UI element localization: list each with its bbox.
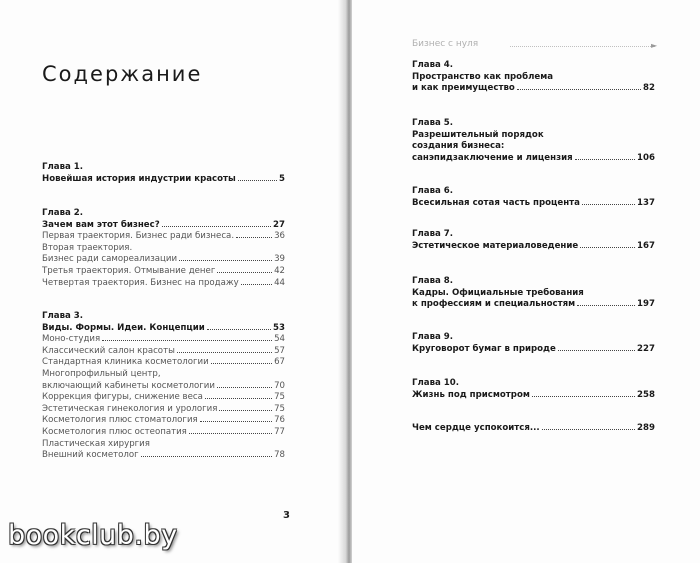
toc-entry[interactable]: Косметология плюс стоматология 76: [42, 415, 285, 426]
toc-entry[interactable]: Всесильная сотая часть процента 137: [412, 197, 655, 208]
toc-chapter-6: [412, 186, 655, 209]
chapter-number: Глава 1.: [42, 162, 84, 172]
toc-entry[interactable]: Эстетическая гинекология и урология 75: [42, 403, 285, 414]
chapter-number: Глава 7.: [412, 229, 454, 239]
toc-entry[interactable]: санэпидзаключение и лицензия 106: [412, 152, 655, 163]
toc-entry[interactable]: Новейшая история индустрии красоты 5: [42, 173, 285, 184]
running-head: Бизнес с нуля: [412, 39, 479, 49]
chapter-number: Глава 6.: [412, 186, 454, 196]
toc-entry[interactable]: Чем сердце успокоится... 289: [412, 423, 655, 433]
toc-epilogue: [412, 423, 655, 435]
chapter-number: Глава 3.: [42, 311, 84, 321]
toc-chapter-10: [412, 378, 655, 401]
toc-entry[interactable]: Круговорот бумаг в природе 227: [412, 343, 655, 354]
toc-entry-line: Многопрофильный центр,: [42, 368, 161, 379]
toc-entry-line: Пространство как проблема: [412, 71, 554, 82]
toc-entry[interactable]: Бизнес ради самореализации 39: [42, 254, 285, 265]
toc-entry[interactable]: Эстетическое материаловедение 167: [412, 240, 655, 251]
toc-entry[interactable]: Виды. Формы. Идеи. Концепции 53: [42, 322, 285, 333]
chapter-number: Глава 5.: [412, 118, 454, 128]
left-page: [0, 0, 344, 563]
toc-chapter-9: [412, 332, 655, 355]
toc-chapter-7: [412, 229, 655, 252]
toc-entry-line: Пластическая хирургия: [42, 438, 150, 449]
arrow-right-icon: ►: [651, 41, 658, 50]
toc-entry[interactable]: Внешний косметолог 78: [42, 450, 285, 461]
toc-entry[interactable]: Первая траектория. Бизнес ради бизнеса. 36: [42, 231, 285, 242]
toc-entry[interactable]: Классический салон красоты 57: [42, 345, 285, 356]
toc-entry[interactable]: Стандартная клиника косметологии 67: [42, 357, 285, 368]
toc-chapter-4: [412, 60, 655, 95]
page-number: 3: [283, 510, 290, 521]
toc-chapter-8: [412, 276, 655, 311]
toc-chapter-2: [42, 208, 285, 289]
chapter-number: Глава 4.: [412, 60, 454, 70]
toc-entry-line: Вторая траектория.: [42, 242, 133, 253]
toc-chapter-3: [42, 311, 285, 462]
chapter-number: Глава 8.: [412, 276, 454, 286]
toc-entry[interactable]: Четвертая траектория. Бизнес на продажу 44: [42, 277, 285, 288]
toc-entry[interactable]: Моно-студия 54: [42, 334, 285, 345]
chapter-number: Глава 10.: [412, 378, 460, 388]
chapter-number: Глава 2.: [42, 208, 84, 218]
toc-entry-line: Разрешительный порядок: [412, 129, 544, 140]
chapter-number: Глава 9.: [412, 332, 454, 342]
toc-entry[interactable]: Коррекция фигуры, снижение веса 75: [42, 392, 285, 403]
toc-entry[interactable]: Косметология плюс остеопатия 77: [42, 426, 285, 437]
watermark: bookclub.by: [8, 520, 178, 551]
page-title: Содержание: [42, 62, 203, 86]
toc-entry[interactable]: Третья траектория. Отмывание денег 42: [42, 265, 285, 276]
running-head-rule: [510, 46, 655, 47]
toc-chapter-5: [412, 118, 655, 164]
toc-entry-line: Кадры. Официальные требования: [412, 287, 584, 298]
toc-entry[interactable]: и как преимущество 82: [412, 83, 655, 94]
toc-entry[interactable]: включающий кабинеты косметологии 70: [42, 380, 285, 391]
toc-entry[interactable]: Зачем вам этот бизнес? 27: [42, 219, 285, 230]
toc-entry-line: создания бизнеса:: [412, 141, 505, 152]
toc-entry[interactable]: к профессиям и специальностям 197: [412, 299, 655, 310]
toc-entry[interactable]: Жизнь под присмотром 258: [412, 389, 655, 400]
toc-chapter-1: [42, 162, 285, 185]
